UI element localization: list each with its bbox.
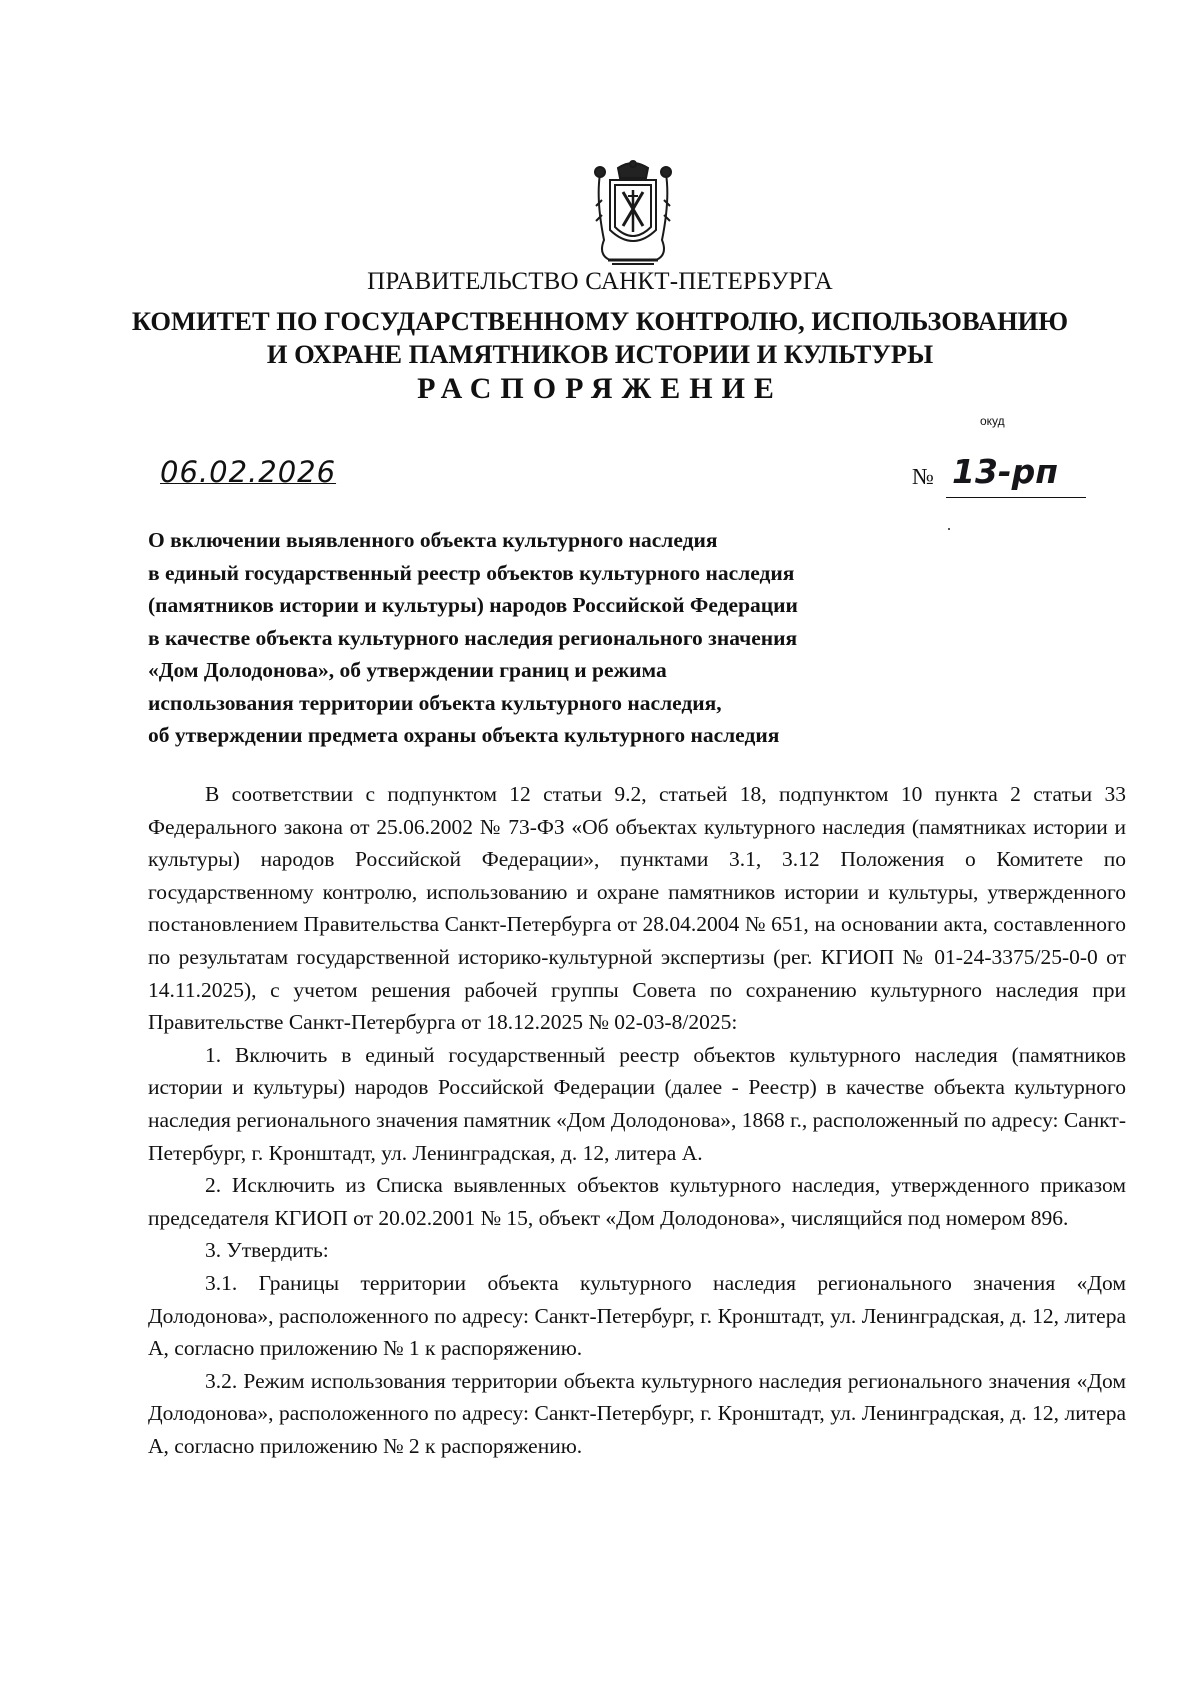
subject-line: использования территории объекта культурного наследия,: [148, 690, 722, 715]
subject-line: в единый государственный реестр объектов культурного наследия: [148, 560, 795, 585]
speck: [948, 528, 950, 530]
document-body: [148, 778, 1126, 1462]
okud-label: окуд: [980, 414, 1005, 428]
committee-line-1: КОМИТЕТ ПО ГОСУДАРСТВЕННОМУ КОНТРОЛЮ, ИСПОЛЬЗОВАНИЮ: [131, 306, 1069, 336]
document-type: РАСПОРЯЖЕНИЕ: [417, 372, 783, 405]
clause-1: 1. Включить в единый государственный реестр объектов культурного наследия (памятников истории и культуры) народов Российской Федерации (далее - Реестр) в качестве объекта культурного наследия регионального значения памятник «Дом Долодонова», 1868 г., расположенный по адресу: Санкт-Петербург, г. Кронштадт, ул. Ленинградская, д. 12, литера А.: [148, 1042, 1126, 1165]
subject-line: об утверждении предмета охраны объекта культурного наследия: [148, 723, 780, 747]
clause-3-2: 3.2. Режим использования территории объекта культурного наследия регионального значения «Дом Долодонова», расположенного по адресу: Санкт-Петербург, г. Кронштадт, ул. Ленинградская, д. 12, литера А, согласно приложению № 2 к распоряжению.: [148, 1368, 1126, 1458]
subject-line: О включении выявленного объекта культурного наследия: [148, 528, 718, 552]
subject-line: «Дом Долодонова», об утверждении границ и режима: [148, 658, 667, 682]
clause-3-1: 3.1. Границы территории объекта культурного наследия регионального значения «Дом Долодонова», расположенного по адресу: Санкт-Петербург, г. Кронштадт, ул. Ленинградская, д. 12, литера А, согласно приложению № 1 к распоряжению.: [148, 1270, 1126, 1361]
number-underline: [946, 497, 1086, 498]
coat-of-arms-icon: [588, 160, 678, 270]
committee-heading: [0, 305, 1200, 371]
subject-line: в качестве объекта культурного наследия регионального значения: [148, 625, 798, 650]
subject-line: (памятников истории и культуры) народов Российской Федерации: [148, 593, 798, 617]
clause-3: 3. Утвердить:: [205, 1238, 329, 1263]
committee-line-2: И ОХРАНЕ ПАМЯТНИКОВ ИСТОРИИ И КУЛЬТУРЫ: [266, 339, 934, 369]
document-date: 06.02.2026: [160, 455, 337, 489]
clause-2: 2. Исключить из Списка выявленных объектов культурного наследия, утвержденного приказом председателя КГИОП от 20.02.2001 № 15, объект «Дом Долодонова», числящийся под номером 896.: [148, 1173, 1126, 1230]
preamble-paragraph: В соответствии с подпунктом 12 статьи 9.2, статьей 18, подпунктом 10 пункта 2 статьи 33 Федерального закона от 25.06.2002 № 73-ФЗ «Об объектах культурного наследия (памятниках истории и культуры) народов Российской Федерации», пунктами 3.1, 3.12 Положения о Комитете по государственному контролю, использованию и охране памятников истории и культуры, утвержденного постановлением Правительства Санкт-Петербурга от 28.04.2004 № 651, на основании акта, составленного по результатам государственной историко-культурной экспертизы (рег. КГИОП № 01-24-3375/25-0-0 от 14.11.2025), с учетом решения рабочей группы Совета по сохранению культурного наследия при Правительстве Санкт-Петербурга от 18.12.2025 № 02-03-8/2025:: [148, 782, 1126, 1035]
document-number: 13-рп: [952, 452, 1059, 491]
government-heading: ПРАВИТЕЛЬСТВО САНКТ-ПЕТЕРБУРГА: [367, 268, 833, 295]
document-subject: [148, 524, 948, 752]
number-label: №: [912, 464, 934, 489]
